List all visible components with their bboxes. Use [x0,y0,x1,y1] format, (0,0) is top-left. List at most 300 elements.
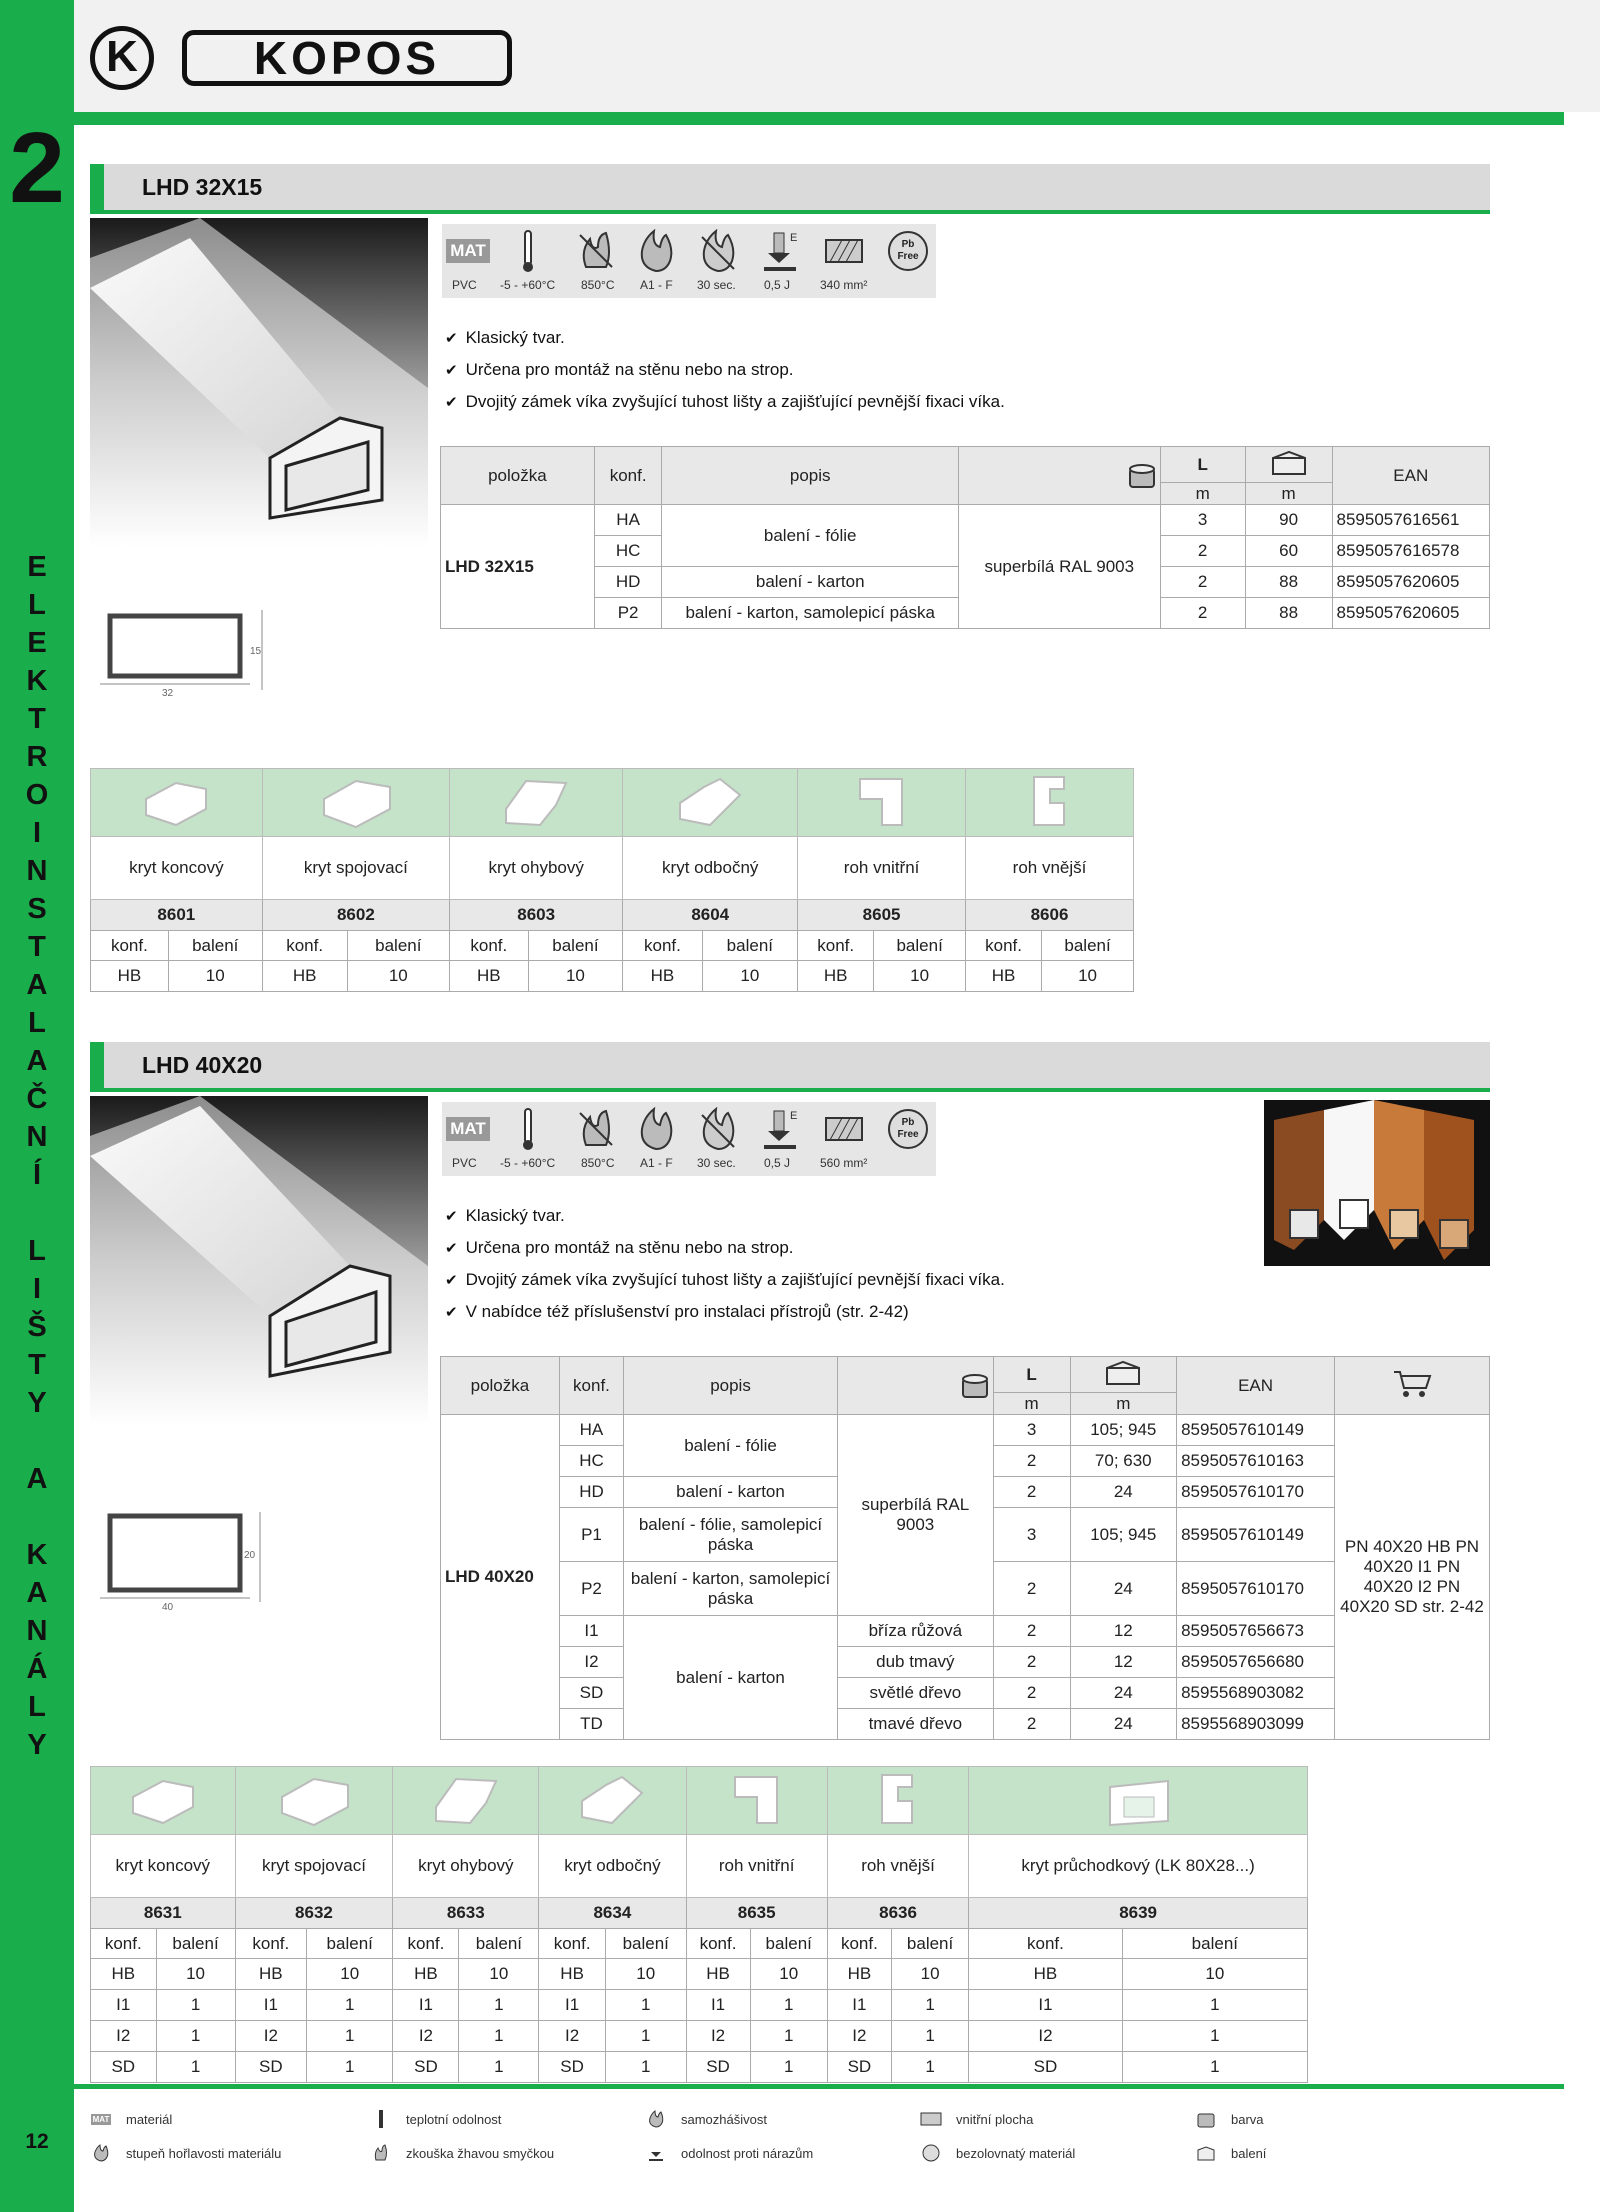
konf-cell: TD [559,1709,623,1740]
accessory-baleni: 1 [605,1990,686,2021]
accessory-baleni: 1 [156,1990,235,2021]
box-icon [1195,2144,1217,2162]
feature-item: ✔ Dvojitý zámek víka zvyšující tuhost lišty a zajišťující pevnější fixaci víka. [445,392,1005,411]
check-icon: ✔ [445,1208,458,1225]
chapter-title-letter: Y [27,1387,47,1419]
length-cell: 2 [993,1446,1070,1477]
col-header-L: L [993,1357,1070,1393]
accessory-code: 8601 [91,900,263,931]
ean-cell: 8595057656673 [1177,1616,1335,1647]
konf-cell: HA [559,1415,623,1446]
spec-self-extinguish: 30 sec. [697,278,736,292]
package-cell: 105; 945 [1070,1415,1177,1446]
konf-cell: P1 [559,1508,623,1562]
legend-item [370,2144,554,2162]
package-cell: 12 [1070,1647,1177,1678]
drawing-width: 40 [162,1602,174,1613]
feature-item: ✔ Dvojitý zámek víka zvyšující tuhost lišty a zajišťující pevnější fixaci víka. [445,1270,1005,1289]
legend-item [1195,2110,1264,2128]
chapter-title-letter: A [26,969,48,1001]
accessory-baleni: 1 [605,2052,686,2083]
col-header-popis: popis [624,1357,838,1415]
cart-icon [1335,1357,1490,1415]
ean-cell: 8595568903099 [1177,1709,1335,1740]
accessory-code: 8602 [262,900,449,931]
accessory-konf: HB [450,961,529,992]
accessory-baleni: 10 [1042,961,1134,992]
accessory-konf: I2 [393,2021,459,2052]
product-name: LHD 32X15 [441,505,595,629]
check-icon: ✔ [445,1304,458,1321]
accessory-baleni: 1 [891,1990,968,2021]
package-cell: 90 [1245,505,1332,536]
ean-cell: 8595057656680 [1177,1647,1335,1678]
accessory-baleni: 1 [156,2021,235,2052]
spec-impact: 0,5 J [764,278,791,292]
sub-header-konf: konf. [91,931,169,961]
legend-item [90,2110,172,2128]
col-header-konf: konf. [594,447,662,505]
spec-material: PVC [452,278,477,292]
chapter-title-letter: A [26,1577,48,1609]
accessory-name: kryt ohybový [393,1835,539,1898]
konf-cell: I2 [559,1647,623,1678]
spec-self-extinguish: 30 sec. [697,1156,736,1170]
chapter-title-letter: Á [26,1653,48,1685]
logo-text: KOPOS [182,30,512,86]
length-cell: 3 [1160,505,1245,536]
unit-m: m [1070,1393,1177,1415]
chapter-title-letter: T [28,931,46,963]
chapter-title-letter: A [26,1045,48,1077]
chapter-title-letter: T [28,1349,46,1381]
popis-cell: balení - karton, samolepicí páska [624,1562,838,1616]
accessory-konf: HB [539,1959,606,1990]
sub-header-baleni: balení [528,931,623,961]
outer-corner-icon [966,769,1134,837]
accessory-name: kryt spojovací [235,1835,393,1898]
legend-label: samozhášivost [681,2111,767,2127]
accessory-name: kryt odbočný [539,1835,686,1898]
product-photo-lhd-32x15 [90,218,428,548]
package-cell: 105; 945 [1070,1508,1177,1562]
accessory-konf: I2 [91,2021,157,2052]
accessory-name: kryt spojovací [262,837,449,900]
col-header-L: L [1160,447,1245,483]
chapter-title-letter: E [27,551,47,583]
chapter-title-letter: N [26,1121,48,1153]
mat-badge-icon: MAT [92,2114,110,2124]
package-cell: 88 [1245,598,1332,629]
sub-header-konf: konf. [623,931,702,961]
impact-icon [645,2144,667,2162]
spec-icon-bar-s2 [442,1102,936,1176]
accessory-konf: I2 [827,2021,891,2052]
legend-label: teplotní odolnost [406,2111,502,2127]
legend-label: zkouška žhavou smyčkou [406,2145,555,2161]
ean-cell: 8595057620605 [1332,567,1490,598]
accessory-konf: I2 [539,2021,606,2052]
accessory-konf: HB [393,1959,459,1990]
inner-area-icon [822,228,866,274]
sub-header-konf: konf. [262,931,347,961]
legend-item [370,2110,501,2128]
color-cell: superbílá RAL 9003 [958,505,1160,629]
accessory-baleni: 1 [605,2021,686,2052]
accessory-baleni: 1 [891,2021,968,2052]
spec-inner-area: 340 mm² [820,278,868,292]
box-icon [1245,447,1332,483]
unit-m: m [1160,483,1245,505]
pb-free-icon [920,2144,942,2162]
accessory-baleni: 10 [307,1959,393,1990]
accessory-code: 8632 [235,1898,393,1929]
accessory-code: 8636 [827,1898,968,1929]
length-cell: 2 [993,1709,1070,1740]
package-cell: 24 [1070,1562,1177,1616]
accessory-baleni: 1 [750,1990,827,2021]
chapter-title-letter: L [28,1235,46,1267]
spec-glow-wire: 850°C [581,278,615,292]
legend-label: barva [1231,2111,1264,2127]
feature-list-s1 [445,322,1005,418]
accessory-baleni: 10 [702,961,798,992]
ean-cell: 8595057610170 [1177,1562,1335,1616]
accessory-konf: SD [686,2052,750,2083]
feature-item: ✔ V nabídce též příslušenství pro instalaci přístrojů (str. 2-42) [445,1302,909,1321]
accessory-konf: I2 [969,2021,1122,2052]
check-icon: ✔ [445,330,458,347]
accessory-name: roh vnější [966,837,1134,900]
accessories-note: PN 40X20 HB PN 40X20 I1 PN 40X20 I2 PN 40X20 SD str. 2-42 [1335,1415,1490,1740]
accessory-baleni: 1 [459,2052,539,2083]
sub-header-baleni: balení [605,1929,686,1959]
sub-header-baleni: balení [347,931,449,961]
accessory-konf: HB [686,1959,750,1990]
accessory-konf: SD [91,2052,157,2083]
check-icon: ✔ [445,362,458,379]
joint-cover-icon [235,1767,393,1835]
accessory-name: kryt koncový [91,837,263,900]
accessory-baleni: 10 [347,961,449,992]
accessory-konf: I1 [393,1990,459,2021]
tee-icon [623,769,798,837]
feature-item: ✔ Určena pro montáž na stěnu nebo na strop. [445,1238,794,1257]
chapter-title-letter: Č [26,1083,48,1115]
ean-cell: 8595057610149 [1177,1508,1335,1562]
spec-icon-bar-s1 [442,224,936,298]
thermometer-icon [506,1106,550,1152]
legend-separator [74,2084,1564,2089]
glow-wire-icon [574,1106,618,1152]
section-title-text: LHD 32X15 [142,174,263,200]
length-cell: 2 [993,1562,1070,1616]
product-table-lhd-32x15 [440,446,1490,629]
legend-label: odolnost proti nárazům [681,2145,814,2161]
legend-label: bezolovnatý materiál [956,2145,1076,2161]
sub-header-konf: konf. [235,1929,306,1959]
sub-header-baleni: balení [307,1929,393,1959]
popis-cell: balení - fólie [624,1415,838,1477]
drawing-height: 15 [250,646,262,657]
feature-item: ✔ Určena pro montáž na stěnu nebo na strop. [445,360,794,379]
length-cell: 2 [993,1647,1070,1678]
accessory-baleni: 1 [750,2052,827,2083]
legend-item [645,2110,767,2128]
section-title-bar [90,1042,104,1088]
accessory-konf: HB [969,1959,1122,1990]
page-number: 12 [25,2130,49,2153]
accessory-konf: HB [966,961,1042,992]
accessory-code: 8634 [539,1898,686,1929]
accessory-baleni: 10 [1122,1959,1307,1990]
chapter-title-letter: E [27,627,47,659]
konf-cell: HA [594,505,662,536]
color-cell: dub tmavý [837,1647,993,1678]
col-header-polozka: položka [441,1357,560,1415]
accessory-konf: SD [969,2052,1122,2083]
accessory-baleni: 1 [307,2052,393,2083]
accessory-konf: SD [827,2052,891,2083]
cross-section-drawing-lhd-32x15 [100,596,280,716]
svg-text:E: E [790,1110,798,1122]
spec-impact: 0,5 J [764,1156,791,1170]
end-cap-icon [91,1767,236,1835]
accessory-baleni: 1 [1122,2021,1307,2052]
sub-header-baleni: balení [1042,931,1134,961]
konf-cell: HD [559,1477,623,1508]
tee-icon [539,1767,686,1835]
length-cell: 2 [993,1678,1070,1709]
legend-item [920,2144,1075,2162]
length-cell: 2 [993,1477,1070,1508]
header-square [1520,112,1530,125]
flame-icon [90,2144,112,2162]
col-header-ean: EAN [1177,1357,1335,1415]
package-cell: 24 [1070,1678,1177,1709]
popis-cell: balení - karton [624,1616,838,1740]
accessory-konf: I1 [539,1990,606,2021]
accessory-name: roh vnější [827,1835,968,1898]
sub-header-konf: konf. [798,931,874,961]
product-photo-lhd-40x20 [90,1096,428,1426]
accessory-baleni: 10 [156,1959,235,1990]
ean-cell: 8595057610163 [1177,1446,1335,1477]
chapter-title-letter: K [26,665,48,697]
self-extinguishing-icon [696,1106,740,1152]
package-cell: 70; 630 [1070,1446,1177,1477]
sub-header-konf: konf. [539,1929,606,1959]
header-square [1552,112,1560,125]
accessory-konf: I1 [969,1990,1122,2021]
konf-cell: P2 [594,598,662,629]
chapter-title-letter [0,1498,74,1536]
drawing-width: 32 [162,688,174,699]
chapter-title-letter: L [28,1691,46,1723]
color-cell: světlé dřevo [837,1678,993,1709]
legend-item [1195,2144,1266,2162]
accessory-baleni: 10 [750,1959,827,1990]
accessory-name: kryt odbočný [623,837,798,900]
accessory-code: 8633 [393,1898,539,1929]
accessory-konf: I1 [827,1990,891,2021]
length-cell: 2 [1160,598,1245,629]
pb-free-icon: Pb Free [886,228,930,274]
accessory-konf: SD [235,2052,306,2083]
accessory-konf: HB [262,961,347,992]
impact-icon [758,228,802,274]
color-cell: bříza růžová [837,1616,993,1647]
glow-wire-icon [574,228,618,274]
section-title-lhd-32x15 [90,164,1490,214]
accessory-konf: HB [623,961,702,992]
accessory-code: 8639 [969,1898,1308,1929]
product-name: LHD 40X20 [441,1415,560,1740]
accessory-name: kryt průchodkový (LK 80X28...) [969,1835,1308,1898]
accessory-baleni: 10 [891,1959,968,1990]
accessory-baleni: 10 [168,961,262,992]
sub-header-baleni: balení [874,931,966,961]
chapter-title-letter: Í [32,1159,42,1191]
color-cell: superbílá RAL 9003 [837,1415,993,1616]
paint-bucket-icon [1195,2110,1217,2128]
sub-header-konf: konf. [966,931,1042,961]
feature-item: ✔ Klasický tvar. [445,328,565,347]
accessory-baleni: 1 [156,2052,235,2083]
spec-glow-wire: 850°C [581,1156,615,1170]
accessory-konf: I2 [686,2021,750,2052]
konf-cell: I1 [559,1616,623,1647]
chapter-title-letter: L [28,1007,46,1039]
self-extinguishing-icon [696,228,740,274]
spec-flammability: A1 - F [640,1156,673,1170]
accessory-name: roh vnitřní [798,837,966,900]
legend-label: materiál [126,2111,173,2127]
package-cell: 88 [1245,567,1332,598]
accessory-baleni: 1 [891,2052,968,2083]
accessory-name: kryt ohybový [450,837,623,900]
sub-header-baleni: balení [750,1929,827,1959]
check-icon: ✔ [445,1272,458,1289]
accessory-baleni: 1 [750,2021,827,2052]
length-cell: 2 [993,1616,1070,1647]
spec-material: PVC [452,1156,477,1170]
spec-temperature: -5 - +60°C [500,278,556,292]
spec-flammability: A1 - F [640,278,673,292]
sub-header-baleni: balení [1122,1929,1307,1959]
header-square [1534,112,1544,125]
popis-cell: balení - karton [624,1477,838,1508]
sub-header-konf: konf. [686,1929,750,1959]
section-title-lhd-40x20 [90,1042,1490,1092]
accessory-name: roh vnitřní [686,1835,827,1898]
accessory-baleni: 1 [459,2021,539,2052]
accessory-konf: SD [393,2052,459,2083]
accessory-name: kryt koncový [91,1835,236,1898]
glow-wire-icon [370,2144,392,2162]
konf-cell: HD [594,567,662,598]
chapter-title-letter: Š [27,1311,47,1343]
accessories-table-s2 [90,1766,1308,2083]
chapter-title-letter [0,1194,74,1232]
accessory-baleni: 1 [307,1990,393,2021]
sub-header-konf: konf. [827,1929,891,1959]
accessory-konf: I2 [235,2021,306,2052]
col-header-polozka: položka [441,447,595,505]
legend-label: vnitřní plocha [956,2111,1034,2127]
col-header-konf: konf. [559,1357,623,1415]
konf-cell: P2 [559,1562,623,1616]
accessory-code: 8603 [450,900,623,931]
end-cap-icon [91,769,263,837]
section-title-text: LHD 40X20 [142,1052,263,1078]
color-cell: tmavé dřevo [837,1709,993,1740]
logo-emblem: K [90,26,154,90]
box-icon [1070,1357,1177,1393]
flame-icon [634,1106,678,1152]
chapter-title-letter: I [32,817,42,849]
package-cell: 24 [1070,1709,1177,1740]
sub-header-baleni: balení [891,1929,968,1959]
flame-icon [634,228,678,274]
accessory-konf: HB [91,961,169,992]
chapter-title-letter [0,1422,74,1460]
ean-cell: 8595057620605 [1332,598,1490,629]
ean-cell: 8595057616578 [1332,536,1490,567]
accessory-baleni: 10 [459,1959,539,1990]
thermometer-icon [370,2110,392,2128]
accessory-code: 8606 [966,900,1134,931]
self-extinguishing-icon [645,2110,667,2128]
mat-badge-icon: MAT [446,1106,490,1152]
chapter-title-letter: T [28,703,46,735]
inner-corner-icon [686,1767,827,1835]
color-variants-photo [1264,1100,1490,1266]
sub-header-baleni: balení [156,1929,235,1959]
accessory-konf: HB [827,1959,891,1990]
inner-corner-icon [798,769,966,837]
length-cell: 3 [993,1415,1070,1446]
legend [90,2110,1590,2210]
popis-cell: balení - karton [662,567,959,598]
accessory-baleni: 1 [1122,1990,1307,2021]
pass-through-cover-icon [969,1767,1308,1835]
unit-m: m [1245,483,1332,505]
ean-cell: 8595057610170 [1177,1477,1335,1508]
inner-area-icon [822,1106,866,1152]
package-cell: 60 [1245,536,1332,567]
popis-cell: balení - fólie [662,505,959,567]
length-cell: 2 [1160,567,1245,598]
konf-cell: SD [559,1678,623,1709]
accessories-table-s1 [90,768,1134,992]
flat-angle-icon [393,1767,539,1835]
thermometer-icon [506,228,550,274]
accessory-baleni: 10 [528,961,623,992]
chapter-title-letter: R [26,741,48,773]
chapter-vertical-title [0,548,74,1764]
legend-item [920,2110,1033,2128]
sub-header-baleni: balení [702,931,798,961]
accessory-code: 8604 [623,900,798,931]
legend-item [645,2144,813,2162]
unit-m: m [993,1393,1070,1415]
chapter-title-letter: A [26,1463,48,1495]
konf-cell: HC [559,1446,623,1477]
pb-free-icon: Pb Free [886,1106,930,1152]
chapter-title-letter: S [27,893,47,925]
impact-icon [758,1106,802,1152]
